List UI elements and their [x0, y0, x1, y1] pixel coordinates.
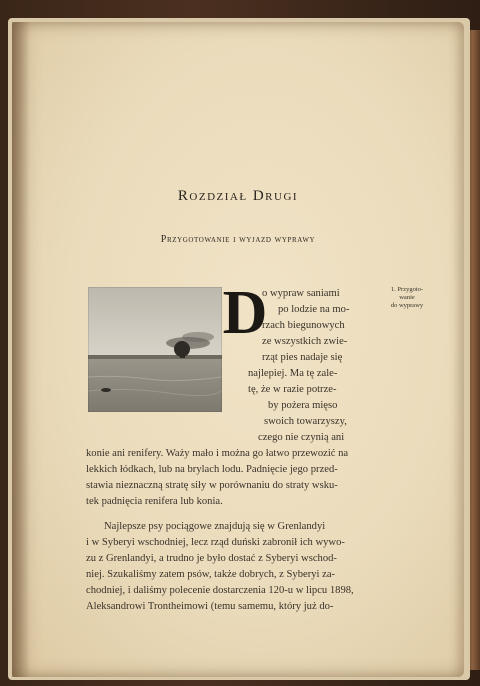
paragraph-2-line: zu z Grenlandyi, a trudno je było dostać z Syberyi wschod-: [86, 553, 337, 564]
paragraph-1-line: tek padnięcia renifera lub konia.: [86, 496, 223, 507]
paragraph-1-line: ze wszystkich zwie-: [262, 336, 348, 347]
paragraph-1-line: lekkich łódkach, lub na brylach lodu. Padnięcie jego przed-: [86, 464, 338, 475]
chapter-title: Rozdział Drugi: [177, 188, 299, 204]
page-gutter-shadow: [12, 22, 30, 677]
chapter-subtitle: Przygotowanie i wyjazd wyprawy: [160, 234, 316, 245]
paragraph-1-line: rzach biegunowych: [262, 320, 345, 331]
paragraph-1-line: najlepiej. Ma tę zale-: [248, 368, 338, 379]
paragraph-2-line: niej. Szukaliśmy zatem psów, także dobrych, z Syberyi za-: [86, 569, 336, 580]
illustration-photo: [88, 287, 222, 412]
paragraph-1-line: stawia nieznaczną stratę siły w porównaniu do straty wsku-: [86, 480, 338, 491]
paragraph-1-line: rząt pies nadaje się: [262, 352, 343, 363]
paragraph-1-line: po lodzie na mo-: [278, 304, 350, 315]
margin-note-number: 1.: [390, 286, 396, 293]
paragraph-1-line: konie ani renifery. Waży mało i można go łatwo przewozić na: [86, 448, 349, 459]
paragraph-2-line: Aleksandrowi Trontheimowi (temu samemu, który już do-: [86, 601, 334, 612]
ship-smoke-illustration: [88, 287, 222, 412]
paragraph-2-line: chodniej, i daliśmy polecenie dostarczenia 120-u w lipcu 1898,: [86, 585, 354, 596]
paragraph-2-line: Najlepsze psy pociągowe znajdują się w Grenlandyi: [104, 521, 326, 532]
drop-cap-letter: D: [222, 279, 268, 347]
paragraph-1-line: czego nie czynią ani: [258, 432, 345, 443]
margin-note-line-2: wanie: [399, 294, 415, 301]
margin-note-line-3: do wyprawy: [390, 302, 424, 309]
paragraph-1-line: swoich towarzyszy,: [264, 416, 347, 427]
margin-note-line: [380, 286, 434, 294]
paragraph-1-line: o wypraw saniami: [262, 288, 340, 299]
margin-note: [380, 286, 434, 310]
book-page: [12, 22, 464, 677]
paragraph-1-line: by pożera mięso: [268, 400, 338, 411]
paragraph-2-line: i w Syberyi wschodniej, lecz rząd duński zabronił ich wywo-: [86, 537, 345, 548]
margin-note-line-1: Przygoto-: [397, 286, 424, 293]
paragraph-1-line: tę, że w razie potrze-: [248, 384, 337, 395]
